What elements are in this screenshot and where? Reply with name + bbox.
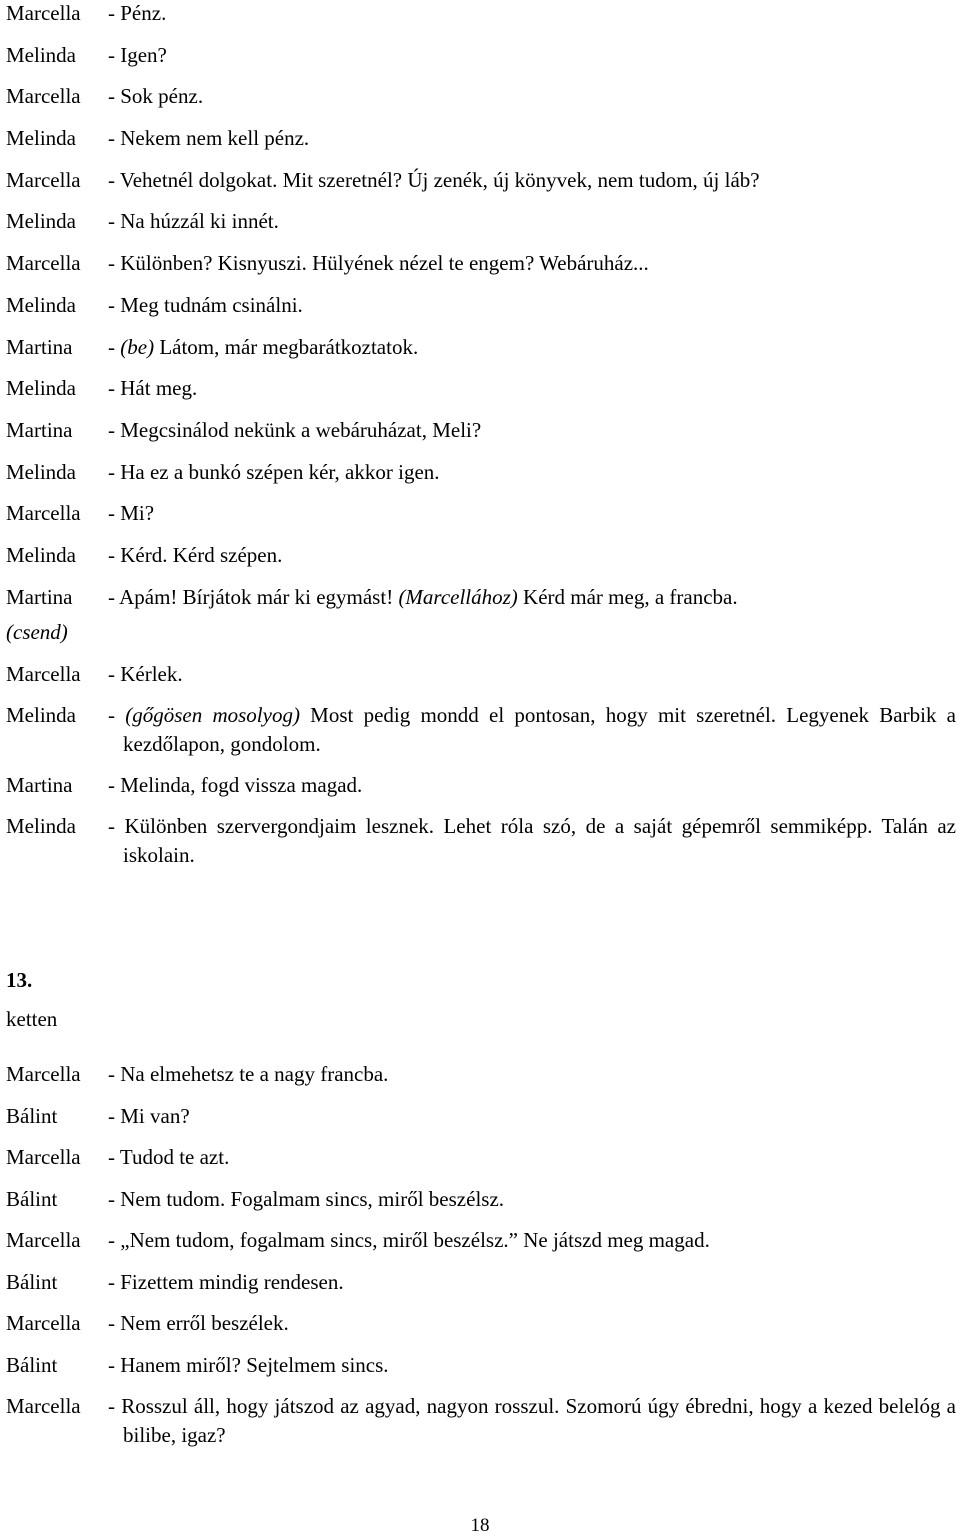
speech-body: Látom, már megbarátkoztatok.	[154, 334, 419, 359]
speech-text	[108, 41, 956, 70]
speaker-name: Bálint	[6, 1186, 58, 1211]
speech-text	[108, 333, 956, 362]
dialogue-line	[6, 249, 956, 278]
speech-body: - Pénz.	[108, 1, 167, 25]
dialogue-line	[6, 1143, 956, 1172]
speech-body: - Sok pénz.	[108, 84, 204, 109]
speaker-name: Martina	[6, 773, 73, 797]
dialogue-section-3	[6, 1060, 956, 1450]
scene-location: ketten	[6, 1007, 58, 1031]
speech-body: Kérd már meg, a francba.	[517, 584, 738, 609]
speaker-name: Bálint	[6, 1269, 58, 1294]
speech-text	[108, 207, 956, 236]
stage-direction: (gőgösen mosolyog)	[125, 703, 300, 727]
speech-body: - Különben szervergondjaim lesznek. Lehet róla szó, de a saját gépemről semmiképp. Talán az iskolain.	[108, 814, 956, 867]
speaker-name: Bálint	[6, 1352, 58, 1377]
dialogue-line	[6, 1102, 956, 1131]
speech-text	[108, 701, 956, 759]
dialogue-line	[6, 1309, 956, 1338]
speech-prefix: -	[108, 703, 126, 727]
speech-body: - Nem tudom. Fogalmam sincs, miről beszélsz.	[108, 1186, 505, 1211]
speech-text	[108, 1351, 956, 1380]
speech-text	[108, 1309, 956, 1338]
speech-body: - Kérlek.	[108, 662, 183, 686]
stage-direction: (Marcellához)	[398, 584, 518, 609]
dialogue-line	[6, 124, 956, 153]
page-number: 18	[470, 1515, 490, 1536]
dialogue-line	[6, 333, 956, 362]
speaker-name: Melinda	[6, 814, 76, 838]
speaker-name: Marcella	[6, 1311, 81, 1335]
speech-text	[108, 416, 956, 445]
speech-text	[108, 1392, 956, 1450]
speaker-name: Marcella	[6, 251, 81, 276]
speech-text	[108, 583, 956, 612]
dialogue-line	[6, 583, 956, 612]
speech-prefix: - Apám! Bírjátok már ki egymást!	[108, 584, 399, 609]
speech-text	[108, 499, 956, 528]
speech-body: - Rosszul áll, hogy játszod az agyad, nagyon rosszul. Szomorú úgy ébredni, hogy a kezed belelóg a bilibe, igaz?	[108, 1394, 956, 1447]
speech-text	[108, 660, 956, 689]
dialogue-line	[6, 1268, 956, 1297]
speaker-name: Martina	[6, 584, 73, 609]
dialogue-line	[6, 1351, 956, 1380]
dialogue-line	[6, 1392, 956, 1450]
speech-text	[108, 166, 956, 195]
speech-body: - Különben? Kisnyuszi. Hülyének nézel te engem? Webáruház...	[108, 251, 649, 276]
speech-body: - Vehetnél dolgokat. Mit szeretnél? Új zenék, új könyvek, nem tudom, új láb?	[108, 167, 760, 192]
speaker-name: Bálint	[6, 1103, 58, 1128]
dialogue-line	[6, 82, 956, 111]
speech-body: - „Nem tudom, fogalmam sincs, miről beszélsz.” Ne játszd meg magad.	[108, 1228, 710, 1252]
speech-body: - Hanem miről? Sejtelmem sincs.	[108, 1352, 389, 1377]
dialogue-line	[6, 416, 956, 445]
speaker-name: Melinda	[6, 376, 76, 401]
speaker-name: Melinda	[6, 703, 76, 727]
speech-text	[108, 1143, 956, 1172]
speech-body: - Igen?	[108, 42, 167, 67]
speech-text	[108, 1185, 956, 1214]
dialogue-line	[6, 166, 956, 195]
dialogue-line	[6, 701, 956, 759]
dialogue-line	[6, 1185, 956, 1214]
dialogue-line	[6, 458, 956, 487]
speech-body: - Fizettem mindig rendesen.	[108, 1269, 344, 1294]
speech-body: - Na húzzál ki innét.	[108, 209, 279, 234]
speech-text	[108, 458, 956, 487]
speech-text	[108, 1268, 956, 1297]
speech-text	[108, 82, 956, 111]
speech-body: - Megcsinálod nekünk a webáruházat, Meli?	[108, 417, 482, 442]
dialogue-line	[6, 207, 956, 236]
speaker-name: Marcella	[6, 1062, 81, 1086]
speaker-name: Melinda	[6, 209, 76, 234]
speaker-name: Martina	[6, 417, 73, 442]
speech-body: - Mi van?	[108, 1103, 190, 1128]
dialogue-line	[6, 660, 956, 689]
dialogue-line	[6, 41, 956, 70]
speech-body: - Na elmehetsz te a nagy francba.	[108, 1062, 389, 1086]
speech-body: - Kérd. Kérd szépen.	[108, 542, 283, 567]
dialogue-line	[6, 771, 956, 800]
dialogue-line	[6, 499, 956, 528]
speaker-name: Melinda	[6, 126, 76, 151]
speech-body: - Mi?	[108, 501, 155, 526]
speaker-name: Marcella	[6, 662, 81, 686]
speech-body: - Ha ez a bunkó szépen kér, akkor igen.	[108, 459, 440, 484]
speaker-name: Marcella	[6, 84, 81, 109]
speech-text	[108, 1060, 956, 1089]
speech-text	[108, 374, 956, 403]
speaker-name: Marcella	[6, 1, 81, 25]
speech-body: - Meg tudnám csinálni.	[108, 292, 303, 317]
dialogue-line	[6, 1226, 956, 1255]
speech-text	[108, 291, 956, 320]
speech-text	[108, 1226, 956, 1255]
speaker-name: Melinda	[6, 42, 76, 67]
speaker-name: Marcella	[6, 501, 81, 526]
dialogue-line	[6, 374, 956, 403]
speech-text	[108, 812, 956, 870]
speech-body: - Nekem nem kell pénz.	[108, 126, 310, 151]
scene-number: 13.	[6, 968, 33, 992]
dialogue-line	[6, 1060, 956, 1089]
speaker-name: Marcella	[6, 1394, 81, 1418]
speaker-name: Melinda	[6, 459, 76, 484]
speaker-name: Martina	[6, 334, 73, 359]
dialogue-section-2	[6, 660, 956, 870]
speech-text	[108, 771, 956, 800]
speech-prefix: -	[108, 334, 121, 359]
dialogue-section-1	[6, 0, 956, 612]
speaker-name: Marcella	[6, 167, 81, 192]
speaker-name: Melinda	[6, 542, 76, 567]
speech-text	[108, 249, 956, 278]
speech-body: - Tudod te azt.	[108, 1145, 230, 1169]
speech-text	[108, 1102, 956, 1131]
speaker-name: Marcella	[6, 1145, 81, 1169]
speech-body: Most pedig mondd el pontosan, hogy mit szeretnél. Legyenek Barbik a kezdőlapon, gondolom.	[123, 703, 956, 756]
speech-text	[108, 0, 956, 28]
speaker-name: Melinda	[6, 292, 76, 317]
speech-body: - Hát meg.	[108, 376, 198, 401]
speech-body: - Melinda, fogd vissza magad.	[108, 773, 363, 797]
dialogue-line	[6, 812, 956, 870]
speech-text	[108, 541, 956, 570]
stage-direction: (be)	[120, 334, 155, 359]
dialogue-line	[6, 0, 956, 28]
speaker-name: Marcella	[6, 1228, 81, 1252]
stage-direction-silence: (csend)	[6, 620, 68, 644]
dialogue-line	[6, 291, 956, 320]
dialogue-line	[6, 541, 956, 570]
speech-body: - Nem erről beszélek.	[108, 1311, 289, 1335]
speech-text	[108, 124, 956, 153]
